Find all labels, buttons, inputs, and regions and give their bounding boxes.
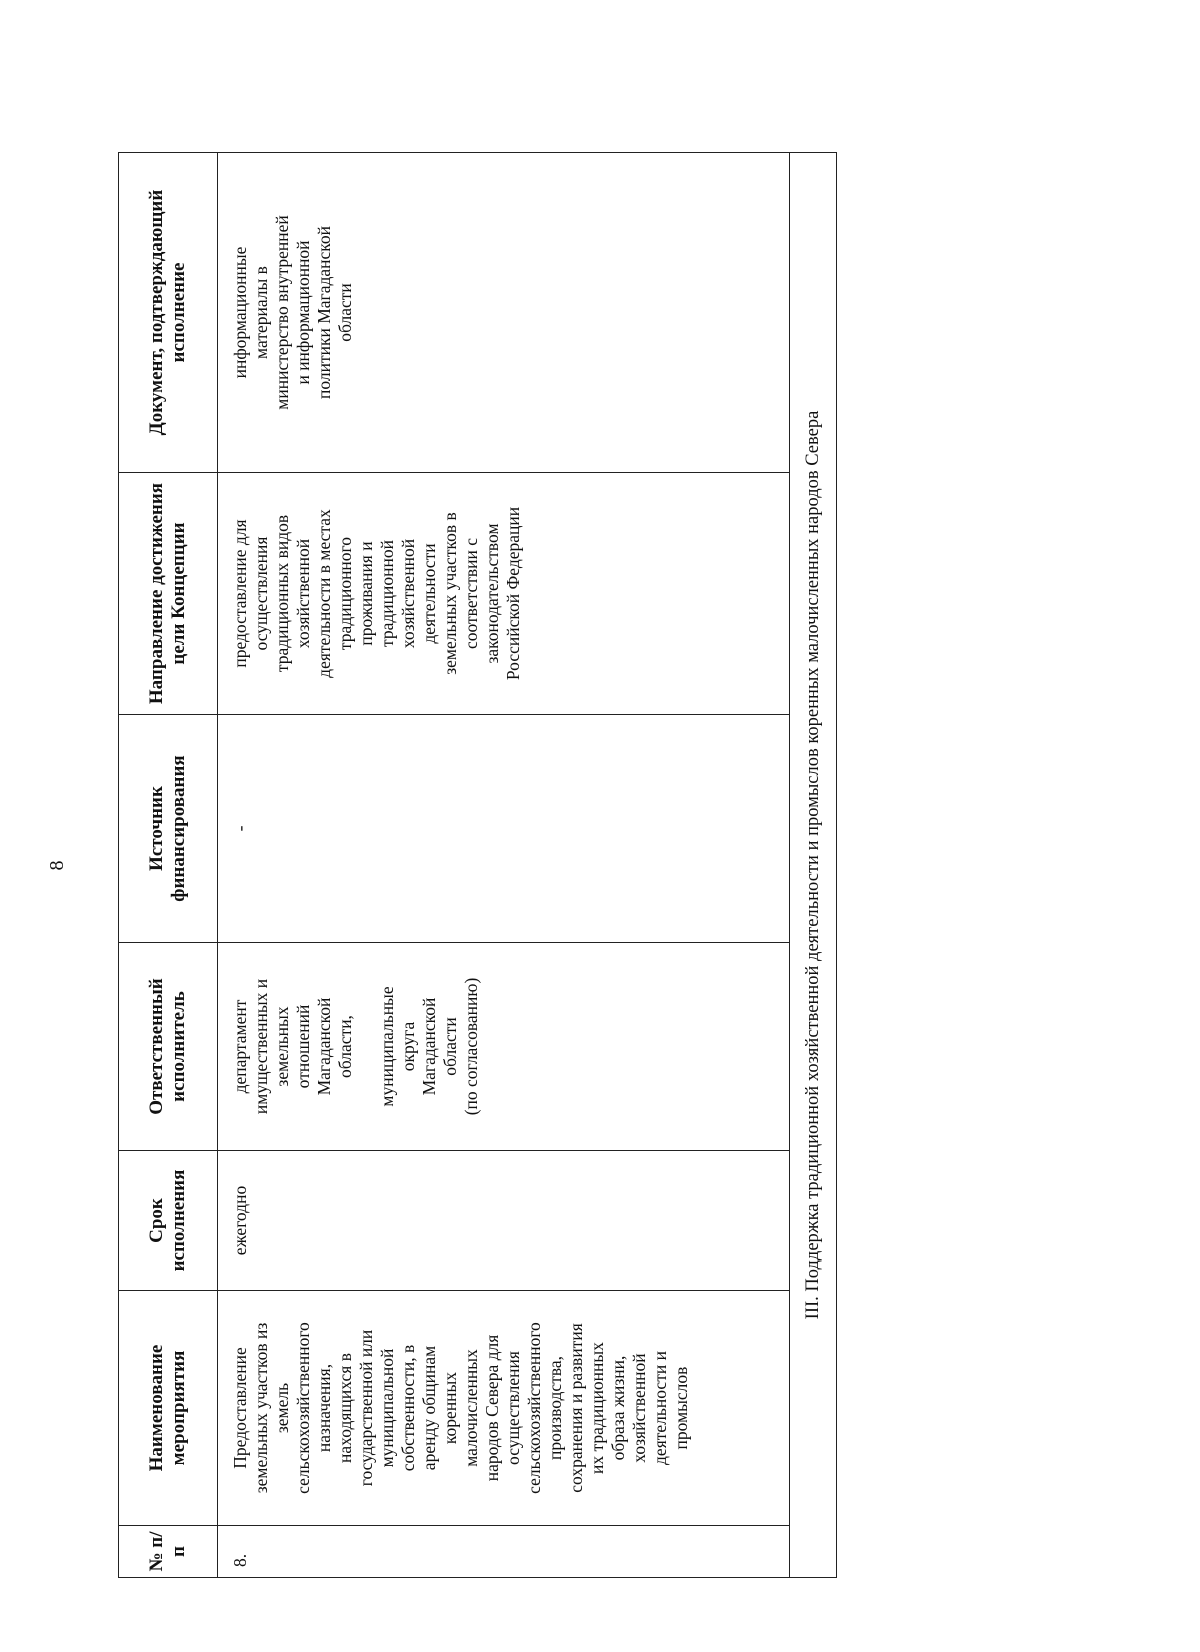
- table-row: [218, 153, 790, 1578]
- cell-line: деятельности: [419, 543, 439, 644]
- cell-line: малочисленных: [461, 1349, 481, 1467]
- cell-line: департамент: [230, 999, 250, 1094]
- cell-line: народов Севера для: [482, 1334, 502, 1482]
- cell-line: муниципальные: [377, 986, 397, 1107]
- cell-line: земельных участков в: [440, 512, 460, 675]
- cell-line: области: [335, 283, 355, 342]
- cell-line: деятельности и: [650, 1351, 670, 1465]
- cell-line: государственной или: [356, 1329, 376, 1487]
- cell-line: хозяйственной: [293, 538, 313, 649]
- cell-line: находящихся в: [335, 1353, 355, 1463]
- cell-line: законодательством: [482, 523, 502, 664]
- cell-line: традиционных видов: [272, 514, 292, 673]
- cell-line: Предоставление: [230, 1347, 250, 1469]
- cell-line: осуществления: [503, 1351, 523, 1465]
- rotated-page: [46, 153, 888, 1578]
- cell-line: Российской Федерации: [503, 506, 523, 681]
- cell-line: хозяйственной: [629, 1353, 649, 1463]
- cell-line: сохранения и развития: [566, 1323, 586, 1493]
- section-title: III. Поддержка традиционной хозяйственной деятельности и промыслов коренных малочисленных народов Севера: [790, 153, 837, 1578]
- cell-line: сельскохозяйственного: [293, 1322, 313, 1494]
- cell-line: предоставление для: [230, 519, 250, 668]
- header-executor: Ответственный исполнитель: [119, 943, 218, 1151]
- cell-line: собственности, в: [398, 1344, 418, 1472]
- cell-line: округа: [398, 1021, 418, 1072]
- header-name: Наименование мероприятия: [119, 1291, 218, 1526]
- cell-line: имущественных и: [251, 978, 271, 1115]
- cell-line: муниципальной: [377, 1348, 397, 1468]
- plan-table: [118, 152, 837, 1578]
- cell-line: министерство внутренней: [272, 215, 292, 410]
- cell-line: материалы в: [251, 266, 271, 359]
- row-num: 8.: [218, 1526, 790, 1578]
- header-term: Срок исполнения: [119, 1151, 218, 1291]
- row-term: ежегодно: [218, 1151, 790, 1291]
- cell-line: земельных участков из: [251, 1322, 271, 1494]
- cell-line: области,: [335, 1015, 355, 1078]
- cell-line: и информационной: [293, 240, 313, 385]
- executor-primary: [230, 947, 356, 1146]
- cell-line: аренду общинам: [419, 1345, 439, 1471]
- row-executor: [218, 943, 790, 1151]
- section-row: [790, 153, 837, 1578]
- row-document: [218, 153, 790, 473]
- row-name: [218, 1291, 790, 1526]
- cell-line: коренных: [440, 1371, 460, 1445]
- cell-line: информационные: [230, 246, 250, 379]
- cell-line: производства,: [545, 1355, 565, 1461]
- row-direction: [218, 473, 790, 715]
- row-source: -: [218, 715, 790, 943]
- header-source: Источник финансирования: [119, 715, 218, 943]
- cell-line: Магаданской: [314, 997, 334, 1096]
- header-document: Документ, подтверждающий исполнение: [119, 153, 218, 473]
- cell-line: назначения,: [314, 1363, 334, 1453]
- cell-line: земель: [272, 1382, 292, 1434]
- header-num: № п/п: [119, 1526, 218, 1578]
- cell-line: земельных: [272, 1006, 292, 1087]
- cell-line: осуществления: [251, 536, 271, 651]
- cell-line: (по согласованию): [461, 977, 481, 1116]
- cell-line: традиционной: [377, 540, 397, 647]
- cell-line: традиционного: [335, 536, 355, 651]
- cell-line: соответствии с: [461, 537, 481, 650]
- header-row: [119, 153, 218, 1578]
- cell-line: отношений: [293, 1004, 313, 1089]
- cell-line: Магаданской: [419, 997, 439, 1096]
- cell-line: проживания и: [356, 541, 376, 646]
- cell-line: области: [440, 1017, 460, 1076]
- executor-secondary: [377, 947, 482, 1146]
- header-direction: Направление достижения цели Концепции: [119, 473, 218, 715]
- cell-line: политики Магаданской: [314, 225, 334, 400]
- cell-line: деятельности в местах: [314, 509, 334, 678]
- cell-line: промыслов: [671, 1366, 691, 1450]
- cell-line: хозяйственной: [398, 538, 418, 649]
- page-number: 8: [46, 860, 68, 871]
- cell-line: образа жизни,: [608, 1355, 628, 1461]
- cell-line: сельскохозяйственного: [524, 1322, 544, 1494]
- cell-line: их традиционных: [587, 1342, 607, 1474]
